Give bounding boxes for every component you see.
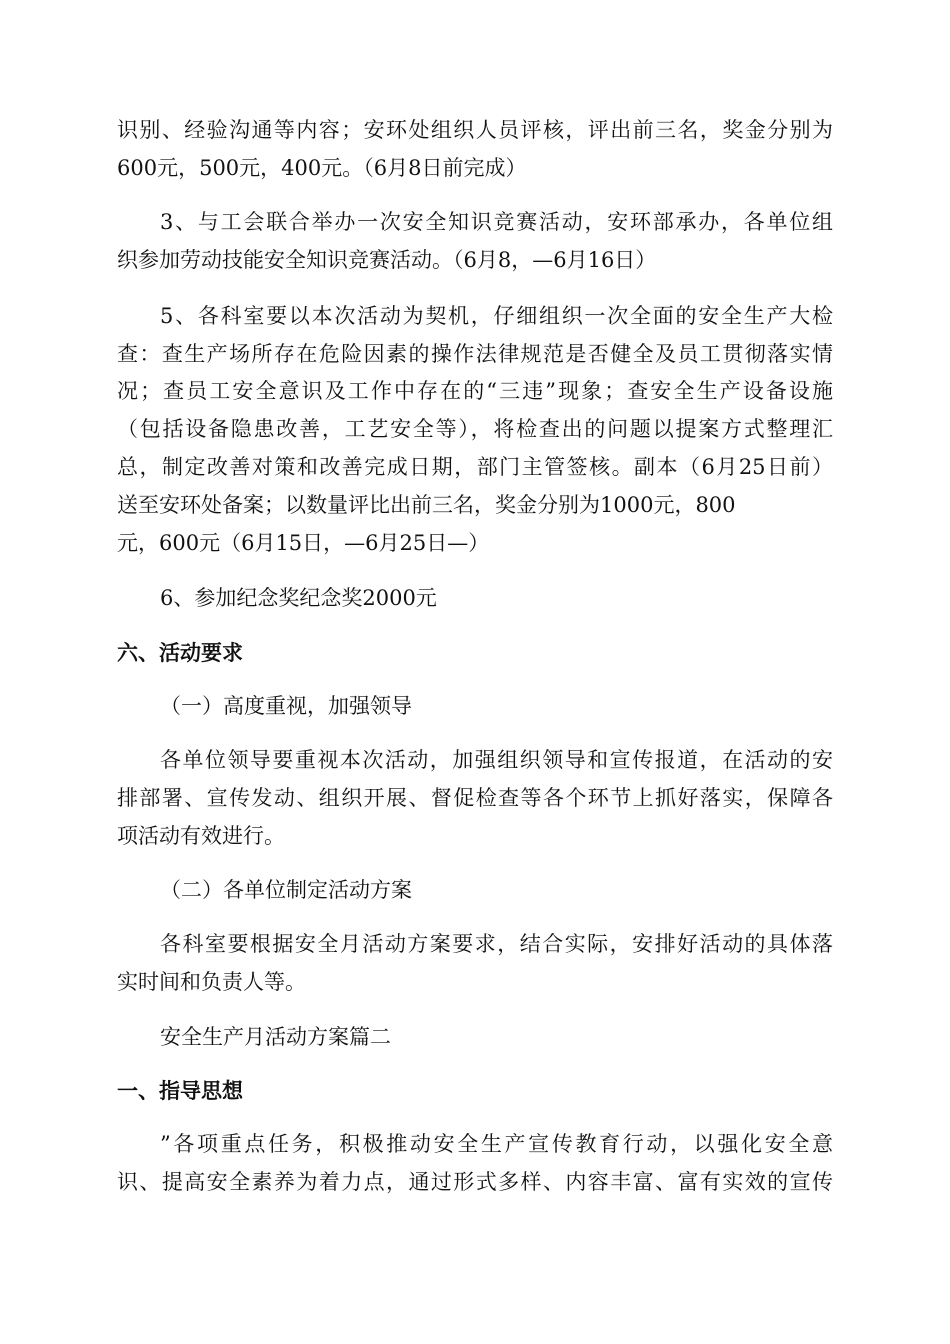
body-text-line: ”各项重点任务，积极推动安全生产宣传教育行动，以强化安全意 bbox=[160, 1132, 833, 1156]
body-text-line: 排部署、宣传发动、组织开展、督促检查等各个环节上抓好落实，保障各 bbox=[117, 786, 833, 810]
article-title: 安全生产月活动方案篇二 bbox=[160, 1025, 391, 1049]
body-text-line: 识、提高安全素养为着力点，通过形式多样、内容丰富、富有实效的宣传 bbox=[117, 1170, 833, 1194]
body-text-line: 送至安环处备案；以数量评比出前三名，奖金分别为1000元，800 bbox=[117, 493, 736, 517]
body-text-line: 织参加劳动技能安全知识竞赛活动。（6月8，—6月16日） bbox=[117, 248, 657, 272]
subsection-heading: （二）各单位制定活动方案 bbox=[160, 878, 412, 902]
section-heading: 一、指导思想 bbox=[117, 1079, 243, 1103]
body-text-line: 识别、经验沟通等内容；安环处组织人员评核，评出前三名，奖金分别为 bbox=[117, 118, 833, 142]
body-text-line: 各科室要根据安全月活动方案要求，结合实际，安排好活动的具体落 bbox=[160, 932, 833, 956]
section-heading: 六、活动要求 bbox=[117, 641, 243, 665]
body-text-line: 查：查生产场所存在危险因素的操作法律规范是否健全及员工贯彻落实情 bbox=[117, 342, 833, 366]
body-text-line: 元，600元（6月15日，—6月25日—） bbox=[117, 531, 490, 555]
body-text-line: 况；查员工安全意识及工作中存在的“三违”现象；查安全生产设备设施 bbox=[117, 379, 833, 403]
body-text-line: 项活动有效进行。 bbox=[117, 824, 285, 848]
subsection-heading: （一）高度重视，加强领导 bbox=[160, 694, 412, 718]
list-item-3: 3、与工会联合举办一次安全知识竞赛活动，安环部承办，各单位组 bbox=[160, 210, 833, 234]
list-item-6: 6、参加纪念奖纪念奖2000元 bbox=[160, 586, 437, 610]
body-text-line: （包括设备隐患改善，工艺安全等），将检查出的问题以提案方式整理汇 bbox=[117, 417, 833, 441]
body-text-line: 600元，500元，400元。（6月8日前完成） bbox=[117, 156, 527, 180]
body-text-line: 总，制定改善对策和改善完成日期，部门主管签核。副本（6月25日前） bbox=[117, 455, 833, 479]
body-text-line: 实时间和负责人等。 bbox=[117, 970, 306, 994]
list-item-5: 5、各科室要以本次活动为契机，仔细组织一次全面的安全生产大检 bbox=[160, 304, 833, 328]
body-text-line: 各单位领导要重视本次活动，加强组织领导和宣传报道，在活动的安 bbox=[160, 748, 833, 772]
